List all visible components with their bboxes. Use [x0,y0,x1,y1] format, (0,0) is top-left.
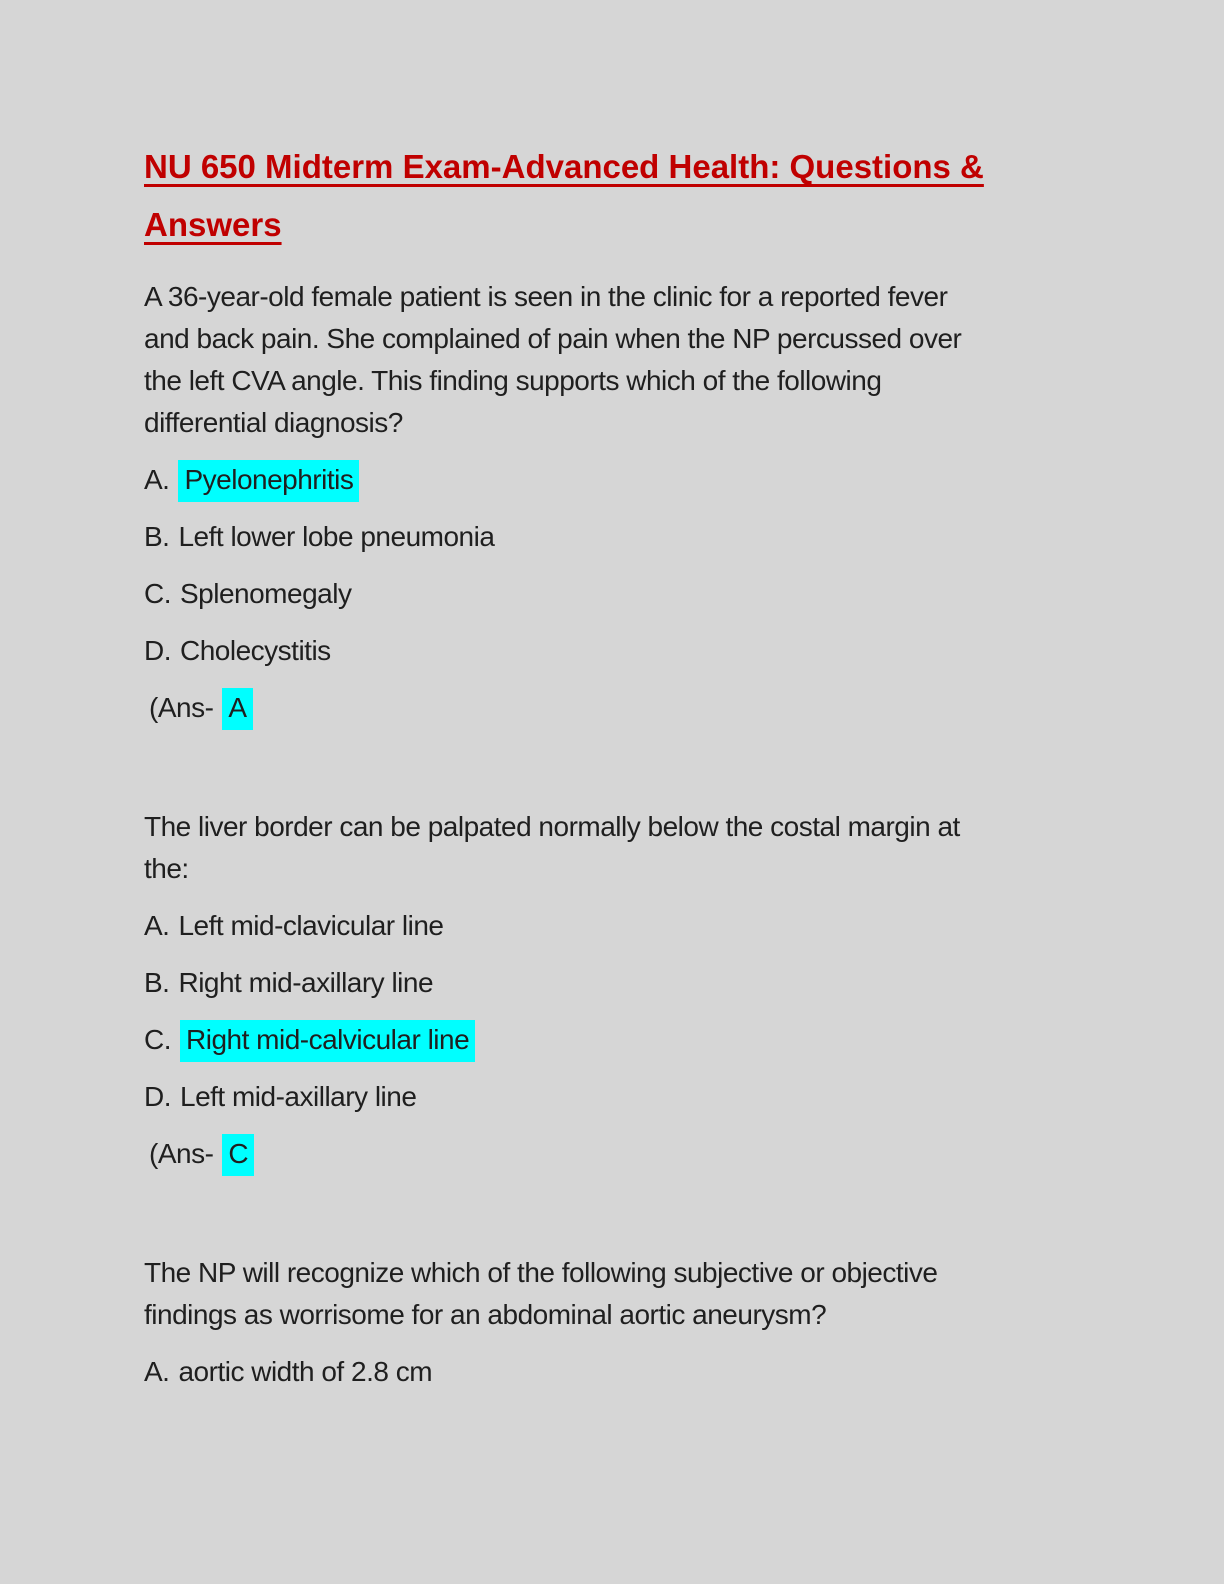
option-letter: D. [144,1081,171,1112]
question-block-1 [144,276,998,728]
question-text: The liver border can be palpated normally below the costal margin at the: [144,811,960,884]
option-letter: A. [144,1356,170,1387]
answer-row [144,688,998,728]
option-letter: A. [144,464,170,495]
question-text: A 36-year-old female patient is seen in the clinic for a reported fever and back pain. She complained of pain when the NP percussed over the left CVA angle. This finding supports which of the following differential diagnosis? [144,281,962,438]
question-block-2 [144,806,998,1174]
option-text: Left mid-axillary line [180,1081,417,1112]
option-letter: C. [144,1024,171,1055]
document-title: NU 650 Midterm Exam-Advanced Health: Questions & Answers [144,148,984,243]
option-letter: B. [144,967,170,998]
document-content [144,138,998,1392]
question-text: The NP will recognize which of the following subjective or objective findings as worrisome for an abdominal aortic aneurysm? [144,1257,938,1330]
option-row-d [144,631,998,671]
option-row-d [144,1077,998,1117]
option-text: Left mid-clavicular line [178,910,444,941]
option-letter: D. [144,635,171,666]
answer-letter: A [222,688,252,730]
option-row-a [144,460,998,500]
option-row-b [144,963,998,1003]
option-text: Right mid-calvicular line [180,1020,475,1062]
options-list [144,906,998,1117]
option-letter: A. [144,910,170,941]
options-list [144,460,998,671]
option-text: aortic width of 2.8 cm [178,1356,433,1387]
answer-label: (Ans- [149,1138,214,1169]
option-row-a [144,906,998,946]
question-block-3 [144,1252,998,1392]
option-text: Splenomegaly [180,578,352,609]
option-row-c [144,574,998,614]
options-list [144,1352,998,1392]
option-letter: C. [144,578,171,609]
option-text: Right mid-axillary line [178,967,434,998]
option-text: Left lower lobe pneumonia [178,521,495,552]
option-text: Pyelonephritis [178,460,359,502]
answer-row [144,1134,998,1174]
option-row-a [144,1352,998,1392]
option-letter: B. [144,521,170,552]
answer-label: (Ans- [149,692,214,723]
option-text: Cholecystitis [180,635,331,666]
answer-letter: C [222,1134,254,1176]
option-row-b [144,517,998,557]
option-row-c [144,1020,998,1060]
